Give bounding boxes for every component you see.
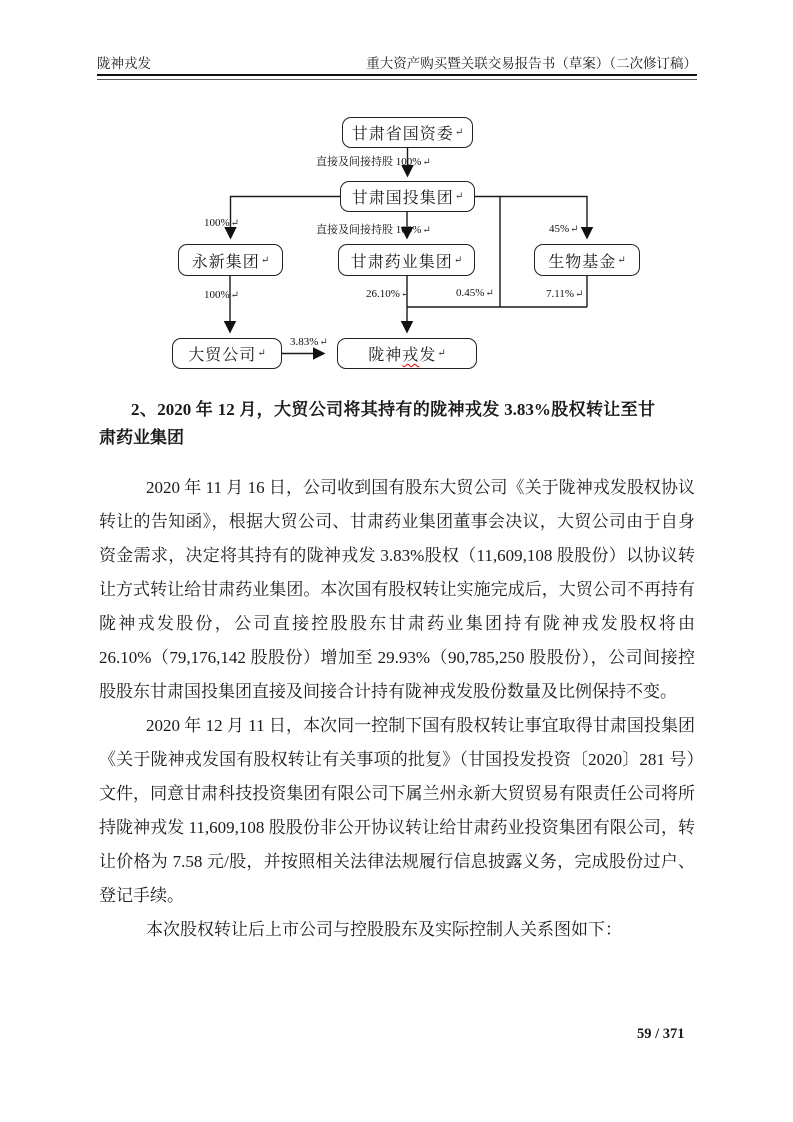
page-number: 59 / 371 bbox=[637, 1026, 685, 1042]
pilcrow-mark-icon: ↵ bbox=[422, 157, 431, 168]
node-label: 永新集团 bbox=[191, 253, 260, 271]
pilcrow-mark-icon: ↵ bbox=[454, 191, 464, 202]
paragraph: 2020 年 11 月 16 日，公司收到国有股东大贸公司《关于陇神戎发股权协议转让的告知函》，根据大贸公司、甘肃药业集团董事会决议，大贸公司由于自身资金需求，决定将其持有的陇神戎发 3.83%股权（11,609,108 股股份）以协议转让方式转让给甘肃药业集团。本次国有股权转让实施完成后，大贸公司不再持有陇神戎发股份，公司直接控股股东甘肃药业集团持有陇神戎发股权将由 26.10%（79,176,142 股股份）增加至 29.93%（90,785,250 股股份），公司间接控股股东甘肃国投集团直接及间接合计持有陇神戎发股份数量及比例保持不变。 bbox=[99, 478, 695, 701]
node-label: 甘肃省国资委 bbox=[351, 126, 454, 143]
document-body bbox=[99, 396, 695, 947]
pilcrow-mark-icon: ↵ bbox=[230, 218, 240, 229]
edge-label-biofund-to-longshen: 7.11%↵ bbox=[546, 288, 584, 300]
header-doc-short-title: 陇神戎发 bbox=[97, 56, 151, 71]
pilcrow-mark-icon: ↵ bbox=[617, 254, 626, 266]
pilcrow-mark-icon: ↵ bbox=[437, 348, 446, 359]
node-label: 甘肃国投集团 bbox=[351, 190, 454, 207]
pilcrow-mark-icon: ↵ bbox=[230, 290, 240, 301]
edge-label-guotou-to-pharma: 直接及间接持股 100%↵ bbox=[316, 224, 431, 236]
edge-label-sasac-to-guotou: 直接及间接持股 100%↵ bbox=[316, 156, 431, 168]
pilcrow-mark-icon: ↵ bbox=[319, 337, 328, 348]
node-label: 甘肃药业集团 bbox=[350, 253, 453, 271]
node-yongxin-group bbox=[178, 244, 283, 276]
node-label: 生物基金 bbox=[548, 253, 617, 271]
node-gansu-pharma-group bbox=[338, 244, 475, 276]
pilcrow-mark-icon: ↵ bbox=[485, 288, 494, 299]
pilcrow-mark-icon: ↵ bbox=[454, 127, 464, 138]
edge-label-guotou-to-biofund: 45%↵ bbox=[549, 223, 579, 235]
header-rule-thin bbox=[97, 79, 697, 80]
pilcrow-mark-icon: ↵ bbox=[453, 254, 463, 266]
node-damao-company bbox=[172, 338, 282, 369]
node-longshen-rongfa bbox=[337, 338, 477, 369]
paragraph: 本次股权转让后上市公司与控股股东及实际控制人关系图如下： bbox=[146, 920, 622, 939]
edge-label-yongxin-to-damao: 100%↵ bbox=[204, 289, 240, 301]
pilcrow-mark-icon: ↵ bbox=[422, 225, 431, 236]
pilcrow-mark-icon: ↵ bbox=[260, 254, 270, 266]
node-label: 陇神 bbox=[368, 347, 403, 364]
header-rule-thick bbox=[97, 74, 697, 76]
edge-label-damao-to-longshen: 3.83%↵ bbox=[290, 336, 328, 348]
edge-label-guotou-to-yongxin: 100%↵ bbox=[204, 217, 240, 229]
header-doc-full-title: 重大资产购买暨关联交易报告书（草案）（二次修订稿） bbox=[366, 56, 697, 71]
edge-label-pharma-to-longshen: 26.10%↵ bbox=[366, 288, 410, 300]
node-label: 发 bbox=[419, 347, 437, 364]
section-heading: 2、2020 年 12 月，大贸公司将其持有的陇神戎发 3.83%股权转让至甘肃药业集团 bbox=[99, 400, 655, 447]
pilcrow-mark-icon: ↵ bbox=[575, 289, 584, 300]
pilcrow-mark-icon: ↵ bbox=[400, 289, 410, 300]
node-label: 大贸公司 bbox=[188, 347, 257, 364]
ownership-structure-diagram bbox=[140, 105, 680, 385]
node-gansu-sasac bbox=[342, 117, 473, 148]
node-gansu-guotou-group bbox=[340, 181, 475, 212]
paragraph: 2020 年 12 月 11 日，本次同一控制下国有股权转让事宜取得甘肃国投集团《关于陇神戎发国有股权转让有关事项的批复》（甘国投发投资〔2020〕281 号）文件，同意甘肃科技投资集团有限公司下属兰州永新大贸贸易有限责任公司将所持陇神戎发 11,609,108 股股份非公开协议转让给甘肃药业投资集团有限公司，转让价格为 7.58 元/股，并按照相关法律法规履行信息披露义务，完成股份过户、登记手续。 bbox=[99, 716, 695, 905]
node-bio-fund bbox=[534, 244, 640, 276]
edge-label-guotou-to-longshen-direct: 0.45%↵ bbox=[456, 287, 494, 299]
spellcheck-wavy-text: 戎 bbox=[402, 347, 420, 364]
pilcrow-mark-icon: ↵ bbox=[570, 224, 579, 235]
pilcrow-mark-icon: ↵ bbox=[257, 348, 266, 359]
